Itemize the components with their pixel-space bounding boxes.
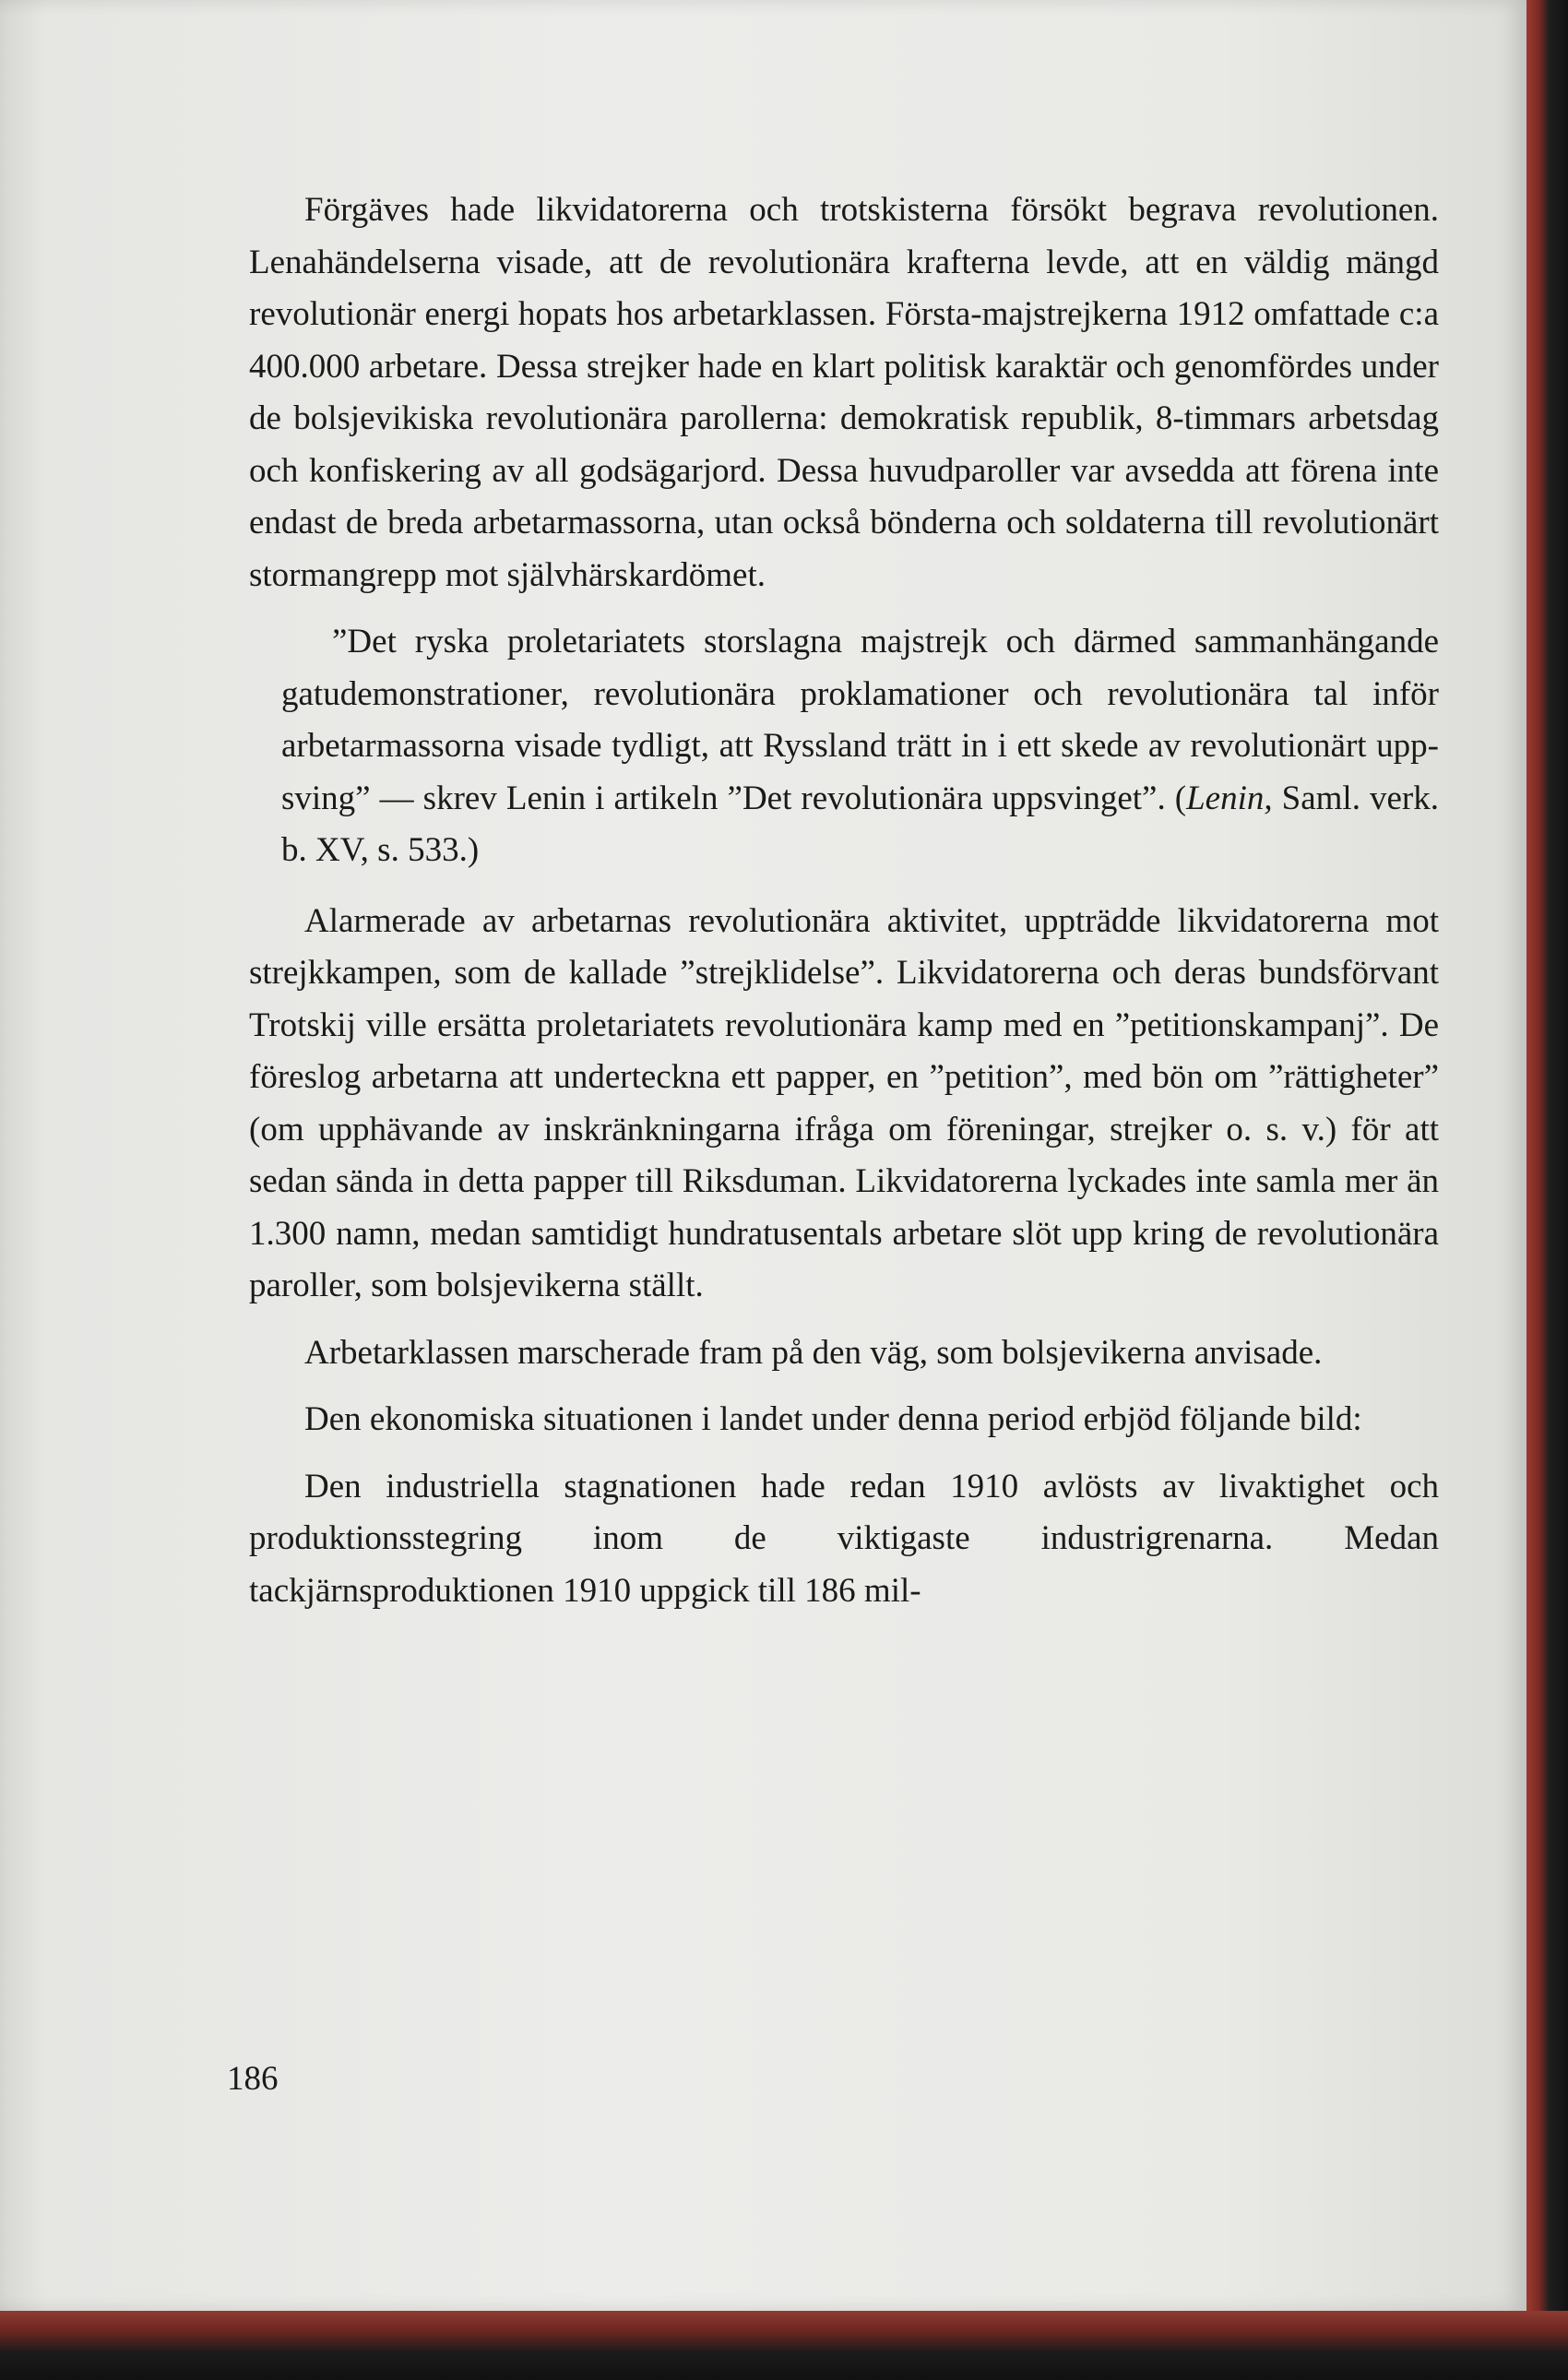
paragraph-1: Förgäves hade likvidatorerna och trotskisterna försökt begrava revolutionen. Lenahändelserna visade, att de revolutionära krafterna levde, att en väldig mängd revolutionär energi hopats hos arbetarklassen. Första-majstrejkerna 1912 omfattade c:a 400.000 arbetare. Dessa strejker hade en klart politisk karaktär och genomfördes under de bolsjevikiska revolutionära parollerna: demokratisk republik, 8-timmars arbetsdag och konfiskering av all godsägarjord. Dessa huvudparoller var avsedda att förena inte endast de breda arbetarmassorna, utan också bönderna och soldaterna till revolutionärt stormangrepp mot självhärskardömet. [249, 191, 1439, 594]
body-text [249, 184, 1439, 1632]
paragraph-3: Arbetarklassen marscherade fram på den väg, som bolsjevikerna anvisade. [304, 1333, 1323, 1372]
quote-reference: Saml. verk. b. XV, s. 533.) [281, 779, 1439, 869]
paragraph-5: Den industriella stagnationen hade redan 1910 avlösts av livaktighet och produktionsstegring inom de viktigaste industrigrenarna. Medan tackjärnsproduktionen 1910 uppgick till 186 mil- [249, 1467, 1439, 1610]
paragraph-2: Alarmerade av arbetarnas revolutionära aktivitet, uppträdde likvidatorerna mot strejkkampen, som de kallade ”strejklidelse”. Likvidatorerna och deras bundsförvant Trotskij ville ersätta proletariatets revolutionära kamp med en ”petitionskampanj”. De föreslog arbetarna att underteckna ett papper, en ”petition”, med bön om ”rättigheter” (om upphävande av inskränkningarna ifråga om föreningar, strejker o. s. v.) för att sedan sända in detta papper till Riksduman. Likvidatorerna lyckades inte samla mer än 1.300 namn, medan samtidigt hundratusentals arbetare slöt upp kring de revolutionära paroller, som bolsjevikerna ställt. [249, 901, 1439, 1304]
lenin-quote [281, 616, 1439, 877]
quote-text: ”Det ryska proletariatets storslagna majstrejk och därmed sammanhängande gatudemonstrationer, revolutionära proklamationer och revolutionära tal inför arbetarmassorna visade tydligt, att Ryssland trätt in i ett skede av revolutionärt uppsving” — skrev Lenin i artikeln ”Det revolutionära uppsvinget”. ( [281, 623, 1439, 817]
book-binding-edge [1526, 0, 1568, 2380]
quote-author: Lenin, [1186, 779, 1273, 817]
page-number: 186 [227, 2060, 279, 2098]
book-cover-bottom-edge [0, 2311, 1568, 2380]
paragraph-4: Den ekonomiska situationen i landet under denna period erbjöd följande bild: [304, 1400, 1362, 1438]
